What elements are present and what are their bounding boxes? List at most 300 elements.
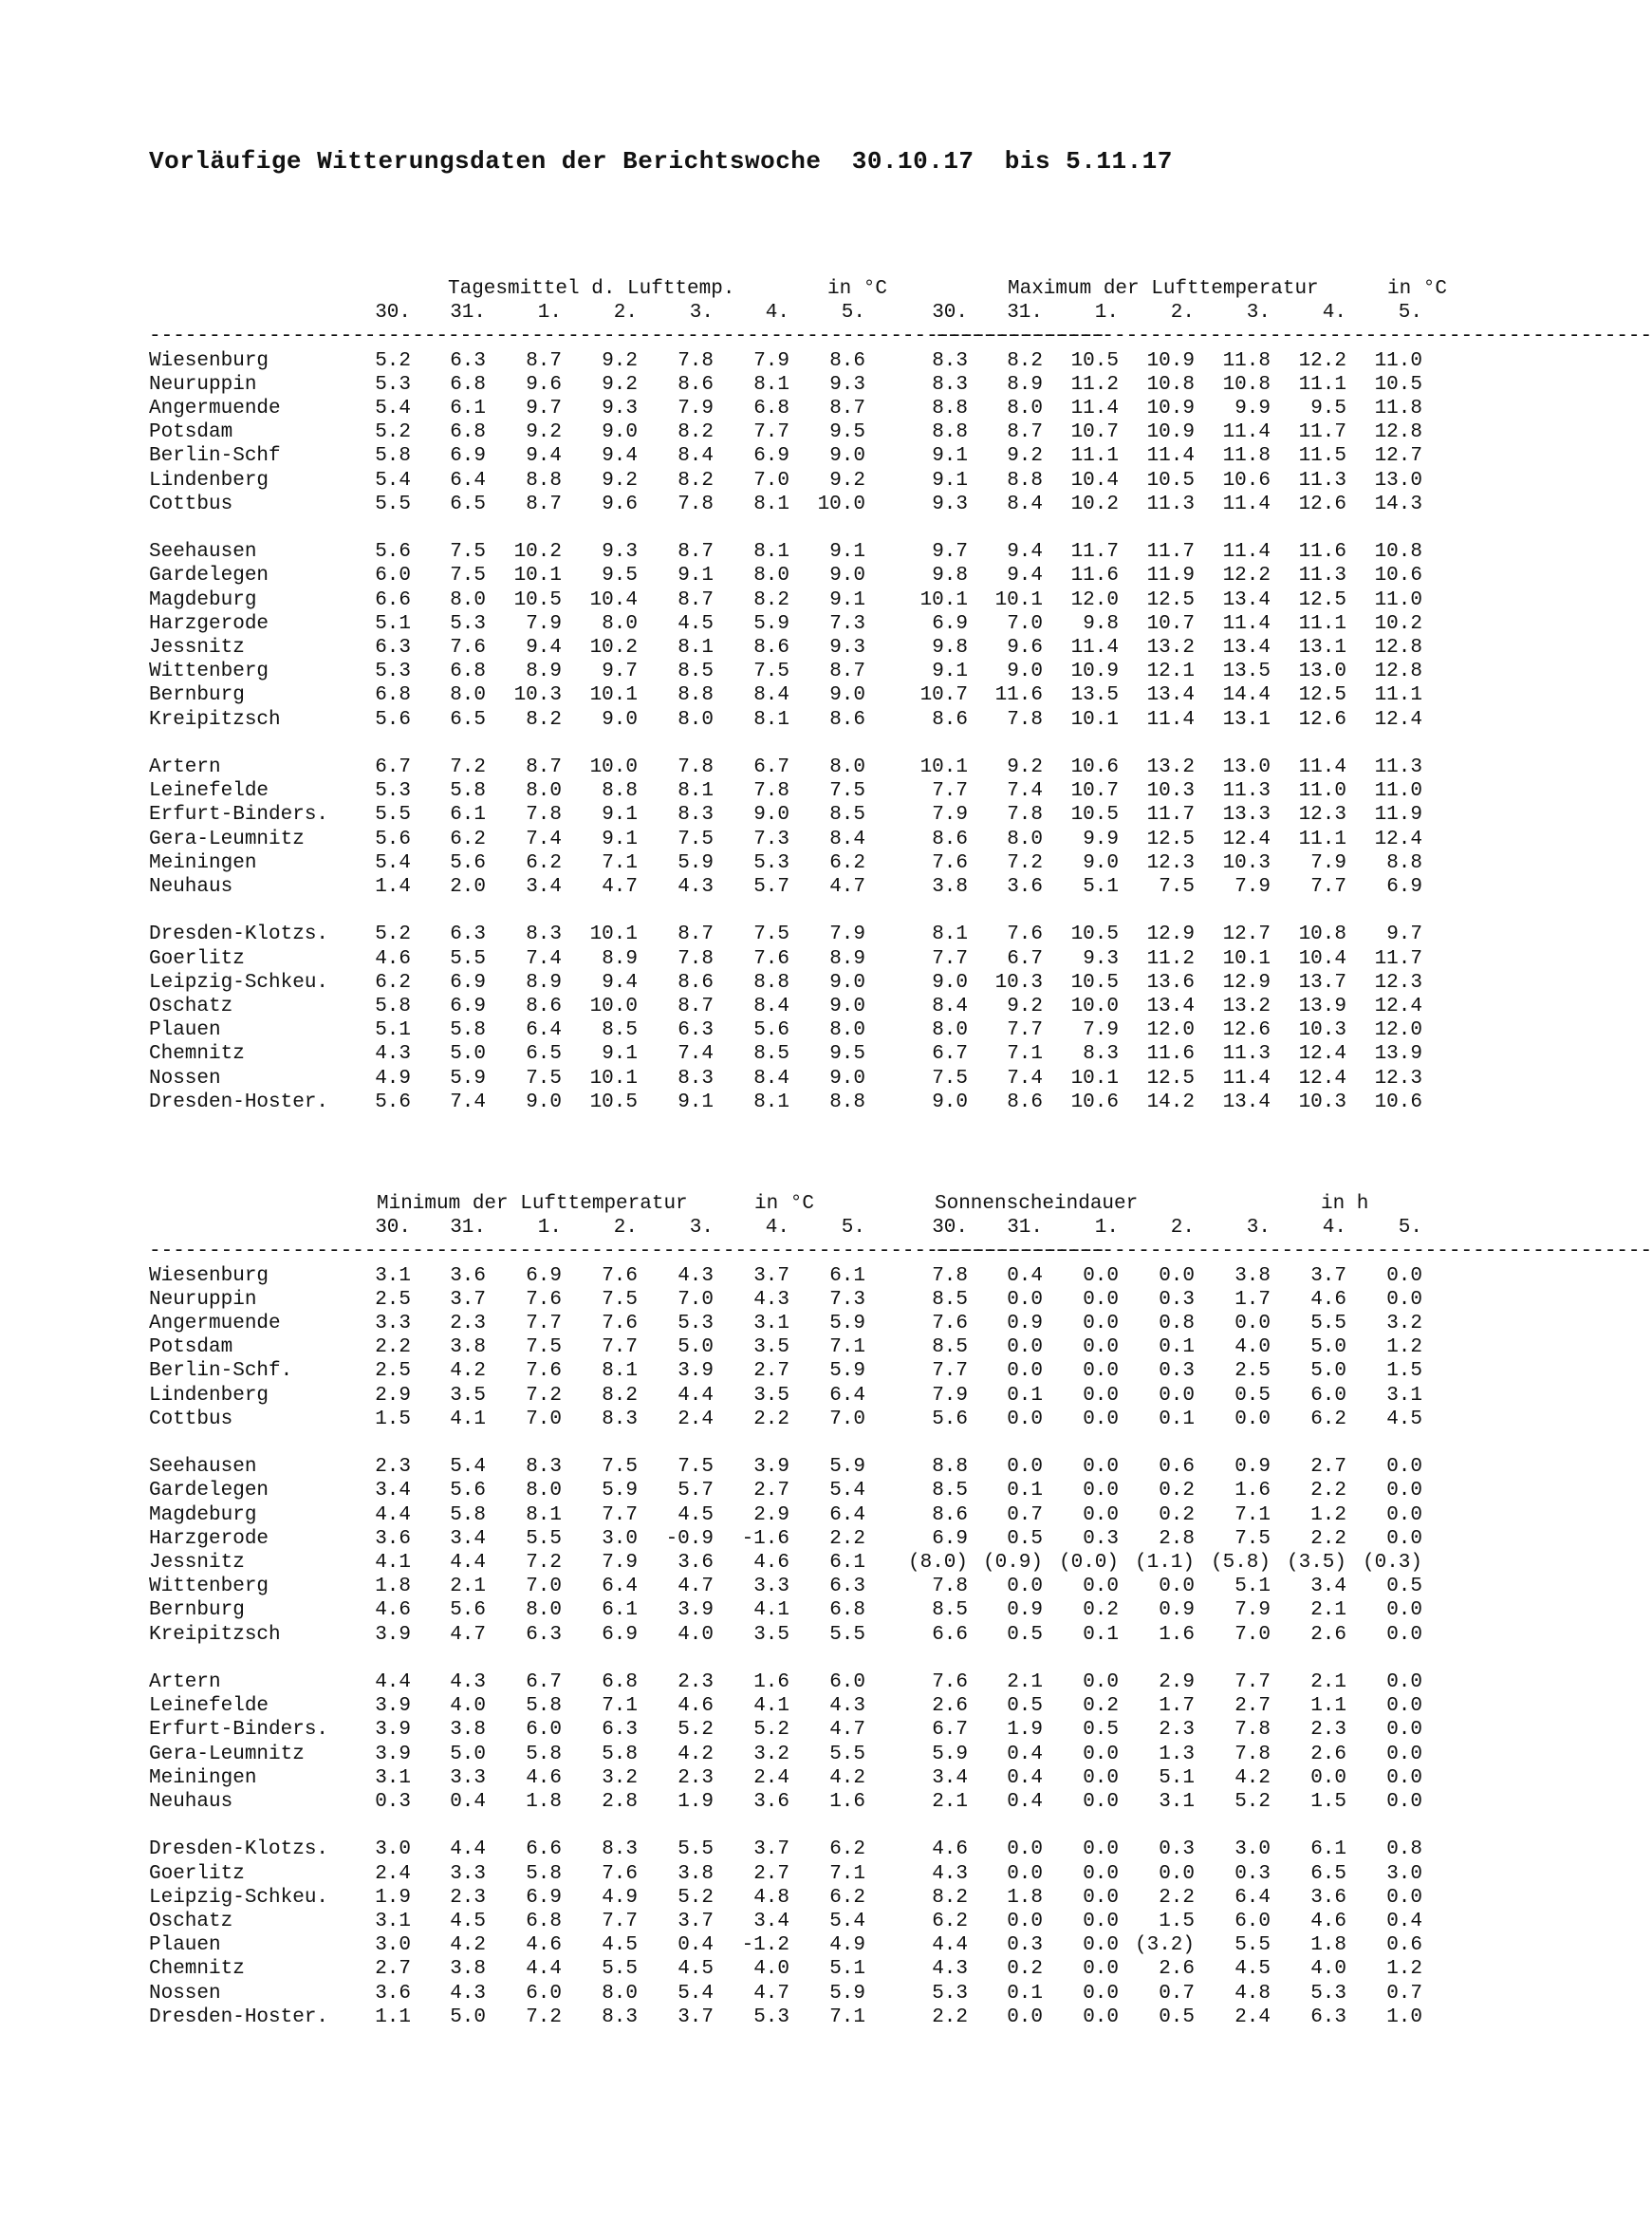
table-cell: 4.0 [1234, 1336, 1271, 1359]
table-cell: 8.3 [602, 1838, 638, 1861]
table-cell: 11.3 [1146, 493, 1195, 515]
table-cell: 1.4 [375, 876, 411, 898]
table-cell: 2.3 [678, 1766, 714, 1789]
table-cell: 6.2 [375, 971, 411, 994]
table-cell: 5.4 [375, 851, 411, 874]
table-cell: 3.4 [932, 1766, 968, 1789]
station-name: Dresden-Klotzs. [149, 923, 329, 946]
table-cell: 13.4 [1222, 1091, 1271, 1113]
table-cell: 6.3 [678, 1019, 714, 1042]
table-cell: 3.0 [1386, 1862, 1422, 1885]
table-cell: 5.9 [829, 1456, 865, 1479]
table-cell: 7.8 [1234, 1719, 1271, 1742]
table-cell: 9.5 [829, 421, 865, 444]
table-cell: 4.4 [450, 1838, 486, 1861]
table-cell: 2.0 [450, 876, 486, 898]
table-cell: 11.5 [1298, 445, 1346, 468]
table-cell: 6.2 [526, 851, 562, 874]
station-name: Neuruppin [149, 1288, 257, 1311]
table-cell: 5.3 [932, 1982, 968, 2005]
table-cell: 5.3 [375, 373, 411, 396]
table-cell: 8.5 [753, 1043, 789, 1066]
table-cell: 3.2 [753, 1743, 789, 1765]
table-cell: 12.9 [1222, 971, 1271, 994]
table-cell: 3.4 [526, 876, 562, 898]
table-cell: (0.0) [1058, 1552, 1119, 1574]
table-cell: 0.3 [1234, 1862, 1271, 1885]
table-cell: 10.3 [1222, 851, 1271, 874]
table-cell: 0.4 [1007, 1791, 1043, 1813]
table-cell: 7.0 [678, 1288, 714, 1311]
table-cell: 8.3 [1083, 1043, 1119, 1066]
table-cell: 6.7 [375, 756, 411, 778]
table-cell: 14.3 [1374, 493, 1422, 515]
station-name: Gardelegen [149, 1480, 269, 1502]
table-cell: 6.3 [375, 637, 411, 659]
table-cell: 10.5 [1070, 349, 1119, 372]
day-header: 30. [375, 1217, 411, 1240]
table-cell: 7.2 [526, 2005, 562, 2028]
table-cell: 12.5 [1146, 1067, 1195, 1090]
table-cell: 8.1 [678, 637, 714, 659]
table-cell: 2.9 [375, 1384, 411, 1407]
table-cell: 6.7 [753, 756, 789, 778]
table-cell: 0.0 [1386, 1480, 1422, 1502]
table-cell: 3.8 [450, 1719, 486, 1742]
table-cell: 3.7 [753, 1264, 789, 1287]
table-cell: 13.2 [1146, 637, 1195, 659]
table-cell: 2.5 [1234, 1360, 1271, 1383]
table-cell: 0.3 [1159, 1288, 1195, 1311]
table-cell: 7.7 [602, 1503, 638, 1526]
table-cell: 8.9 [829, 947, 865, 970]
table-cell: 0.8 [1386, 1838, 1422, 1861]
table-cell: 8.0 [450, 588, 486, 611]
table-cell: 7.9 [1234, 876, 1271, 898]
table-cell: 12.2 [1298, 349, 1346, 372]
table-cell: 2.3 [450, 1886, 486, 1909]
table-cell: 0.0 [1386, 1503, 1422, 1526]
table-cell: 6.0 [375, 565, 411, 588]
table-cell: 10.6 [1374, 1091, 1422, 1113]
table-cell: 9.9 [1083, 828, 1119, 850]
table-cell: 0.0 [1159, 1384, 1195, 1407]
table-cell: 7.9 [526, 612, 562, 635]
table-cell: 6.9 [450, 996, 486, 1017]
table-cell: 4.5 [450, 1911, 486, 1932]
station-name: Kreipitzsch [149, 708, 281, 731]
table-cell: 9.0 [753, 804, 789, 827]
table-cell: 0.4 [450, 1791, 486, 1813]
table-cell: 6.9 [450, 971, 486, 994]
table-cell: 10.8 [1146, 373, 1195, 396]
table-cell: 8.7 [829, 398, 865, 420]
table-cell: 1.9 [375, 1886, 411, 1909]
table-cell: 4.9 [602, 1886, 638, 1909]
table-cell: 12.7 [1222, 923, 1271, 946]
table-cell: 8.3 [602, 2005, 638, 2028]
table-cell: 5.1 [375, 1019, 411, 1042]
table-cell: 5.6 [932, 1408, 968, 1430]
table-cell: 9.1 [829, 588, 865, 611]
table-cell: 0.0 [1310, 1766, 1346, 1789]
table-cell: 4.5 [678, 1503, 714, 1526]
table-cell: 8.3 [602, 1408, 638, 1430]
table-cell: 1.9 [678, 1791, 714, 1813]
table-cell: 0.8 [1159, 1313, 1195, 1334]
table-cell: 4.8 [1234, 1982, 1271, 2005]
table-cell: 8.4 [753, 1067, 789, 1090]
table-cell: 11.1 [1374, 684, 1422, 707]
table-cell: 2.1 [932, 1791, 968, 1813]
table-cell: 0.0 [1007, 1911, 1043, 1932]
table-cell: 3.8 [932, 876, 968, 898]
table-cell: 9.0 [526, 1091, 562, 1113]
table-cell: 4.1 [753, 1599, 789, 1622]
table-cell: 13.9 [1374, 1043, 1422, 1066]
table-cell: 6.6 [932, 1623, 968, 1646]
table-cell: 0.1 [1083, 1623, 1119, 1646]
table-cell: 11.6 [1298, 541, 1346, 564]
table-cell: 8.1 [753, 373, 789, 396]
table-cell: 2.6 [1310, 1623, 1346, 1646]
table-cell: 6.2 [829, 1838, 865, 1861]
table-cell: 3.9 [375, 1623, 411, 1646]
table-cell: 10.5 [1374, 373, 1422, 396]
table-cell: 10.6 [1070, 1091, 1119, 1113]
table-cell: 9.1 [932, 661, 968, 683]
table-cell: 0.4 [1007, 1766, 1043, 1789]
table-cell: 8.5 [829, 804, 865, 827]
table-cell: 0.0 [1007, 1862, 1043, 1885]
table-cell: 3.8 [678, 1862, 714, 1885]
day-header: 2. [613, 302, 638, 325]
table-cell: 6.8 [753, 398, 789, 420]
table-cell: 4.6 [753, 1552, 789, 1574]
table-cell: 10.1 [589, 923, 638, 946]
table-cell: 6.2 [1310, 1408, 1346, 1430]
table-cell: 4.3 [753, 1288, 789, 1311]
day-header: 1. [1094, 302, 1119, 325]
table-cell: 0.0 [1083, 1456, 1119, 1479]
table-cell: 9.2 [602, 373, 638, 396]
table-cell: 0.0 [1083, 1336, 1119, 1359]
table-cell: 4.5 [1386, 1408, 1422, 1430]
table-cell: 8.8 [932, 1456, 968, 1479]
table-cell: 3.1 [375, 1766, 411, 1789]
table-cell: 2.1 [1310, 1599, 1346, 1622]
table-cell: 5.8 [375, 445, 411, 468]
table-cell: 4.6 [526, 1934, 562, 1957]
station-name: Angermuende [149, 398, 281, 420]
table-cell: 3.7 [1310, 1264, 1346, 1287]
table-cell: 9.5 [1310, 398, 1346, 420]
table-cell: 8.8 [932, 421, 968, 444]
table-cell: 7.9 [602, 1552, 638, 1574]
table-cell: 10.4 [1070, 469, 1119, 492]
table-cell: 8.8 [1007, 469, 1043, 492]
table-cell: 3.6 [375, 1982, 411, 2005]
table-cell: 10.3 [1298, 1019, 1346, 1042]
table-cell: (1.1) [1134, 1552, 1195, 1574]
table-cell: 8.8 [932, 398, 968, 420]
table-cell: 7.7 [602, 1911, 638, 1932]
table-cell: 2.7 [1234, 1695, 1271, 1718]
table-cell: 13.9 [1298, 996, 1346, 1017]
table-cell: 10.8 [1222, 373, 1271, 396]
table-cell: 9.8 [932, 637, 968, 659]
table-cell: 13.0 [1222, 756, 1271, 778]
table-cell: 9.4 [1007, 565, 1043, 588]
table-cell: 12.4 [1222, 828, 1271, 850]
table-cell: 0.1 [1159, 1408, 1195, 1430]
table-cell: 10.7 [919, 684, 968, 707]
table-cell: 9.4 [526, 445, 562, 468]
table-cell: 5.3 [678, 1313, 714, 1334]
table-cell: 5.1 [829, 1958, 865, 1981]
table-cell: 9.0 [829, 1067, 865, 1090]
table-cell: 8.7 [829, 661, 865, 683]
table-cell: 8.2 [932, 1886, 968, 1909]
table-cell: 8.0 [602, 1982, 638, 2005]
table-cell: 1.6 [1159, 1623, 1195, 1646]
station-name: Seehausen [149, 1456, 257, 1479]
table-cell: 8.2 [678, 421, 714, 444]
table-cell: 7.9 [829, 923, 865, 946]
table-cell: 0.5 [1234, 1384, 1271, 1407]
table-cell: 7.6 [932, 851, 968, 874]
table-cell: 12.2 [1222, 565, 1271, 588]
table-cell: 8.6 [678, 971, 714, 994]
table-cell: 7.6 [450, 637, 486, 659]
day-header: 3. [689, 1217, 714, 1240]
table-cell: 3.4 [450, 1527, 486, 1550]
table-cell: 5.2 [753, 1719, 789, 1742]
table-cell: 3.9 [678, 1599, 714, 1622]
day-header: 30. [932, 302, 968, 325]
table-cell: 10.5 [1070, 804, 1119, 827]
table-cell: 5.9 [829, 1313, 865, 1334]
table-cell: 0.0 [1083, 1958, 1119, 1981]
table-cell: 11.1 [1298, 612, 1346, 635]
table-cell: 8.6 [678, 373, 714, 396]
table-cell: 10.9 [1146, 421, 1195, 444]
table-cell: 7.7 [602, 1336, 638, 1359]
table-cell: 8.3 [932, 373, 968, 396]
table-cell: 5.0 [678, 1336, 714, 1359]
table-cell: 6.8 [526, 1911, 562, 1932]
dashed-rule: ------------------------------------------------------------ [935, 326, 1652, 348]
table-cell: 10.7 [1070, 780, 1119, 803]
table-cell: 9.1 [602, 828, 638, 850]
table-cell: 3.1 [1386, 1384, 1422, 1407]
table-cell: 8.4 [678, 445, 714, 468]
station-name: Wiesenburg [149, 349, 269, 372]
table-cell: 3.4 [375, 1480, 411, 1502]
table-cell: 6.6 [375, 588, 411, 611]
day-header: 1. [537, 302, 562, 325]
table-cell: 10.3 [994, 971, 1043, 994]
table-cell: 13.4 [1146, 684, 1195, 707]
table-cell: 3.7 [450, 1288, 486, 1311]
table-cell: 2.6 [1159, 1958, 1195, 1981]
table-cell: 4.7 [829, 876, 865, 898]
table-cell: 2.4 [375, 1862, 411, 1885]
table-cell: 0.4 [1386, 1911, 1422, 1932]
table-cell: 4.7 [678, 1576, 714, 1598]
table-cell: 10.2 [589, 637, 638, 659]
table-cell: 7.8 [678, 493, 714, 515]
table-cell: 6.9 [526, 1886, 562, 1909]
table-cell: 11.6 [994, 684, 1043, 707]
table-cell: 6.4 [526, 1019, 562, 1042]
table-cell: 10.2 [513, 541, 562, 564]
table-cell: 8.0 [829, 1019, 865, 1042]
table-cell: 11.9 [1146, 565, 1195, 588]
table-cell: 11.2 [1070, 373, 1119, 396]
table-cell: 10.5 [1070, 923, 1119, 946]
right-unit-label: in °C [1387, 278, 1448, 300]
table-cell: 8.1 [753, 708, 789, 731]
table-cell: 1.7 [1159, 1695, 1195, 1718]
table-cell: 9.4 [602, 445, 638, 468]
table-cell: 5.5 [829, 1623, 865, 1646]
table-cell: 3.9 [375, 1695, 411, 1718]
station-name: Nossen [149, 1982, 221, 2005]
table-cell: 1.2 [1386, 1336, 1422, 1359]
table-cell: 12.1 [1146, 661, 1195, 683]
table-cell: 12.3 [1146, 851, 1195, 874]
table-cell: 2.9 [753, 1503, 789, 1526]
station-name: Meiningen [149, 851, 257, 874]
table-cell: 10.4 [589, 588, 638, 611]
right-section-header: Maximum der Lufttemperatur [1008, 278, 1319, 300]
station-name: Seehausen [149, 541, 257, 564]
table-cell: 1.8 [375, 1576, 411, 1598]
station-name: Nossen [149, 1067, 221, 1090]
table-cell: 12.4 [1374, 996, 1422, 1017]
table-cell: 11.4 [1222, 493, 1271, 515]
table-cell: 9.9 [1234, 398, 1271, 420]
table-cell: 11.3 [1222, 1043, 1271, 1066]
table-cell: 5.9 [678, 851, 714, 874]
table-cell: 11.4 [1222, 541, 1271, 564]
table-cell: 3.2 [602, 1766, 638, 1789]
table-cell: 6.1 [450, 804, 486, 827]
table-cell: 6.7 [526, 1671, 562, 1693]
table-cell: 7.4 [678, 1043, 714, 1066]
table-cell: 5.1 [1083, 876, 1119, 898]
table-cell: 6.1 [602, 1599, 638, 1622]
table-cell: 7.7 [932, 780, 968, 803]
station-name: Goerlitz [149, 1862, 245, 1885]
table-cell: 0.1 [1159, 1336, 1195, 1359]
table-cell: 0.0 [1083, 1982, 1119, 2005]
table-cell: 7.8 [678, 349, 714, 372]
table-cell: 7.9 [1310, 851, 1346, 874]
table-cell: 4.6 [932, 1838, 968, 1861]
table-cell: 0.0 [1007, 2005, 1043, 2028]
table-cell: 11.4 [1222, 612, 1271, 635]
day-header: 1. [537, 1217, 562, 1240]
table-cell: 0.0 [1083, 1743, 1119, 1765]
table-cell: 8.5 [932, 1599, 968, 1622]
table-cell: 6.2 [829, 851, 865, 874]
table-cell: 3.3 [450, 1862, 486, 1885]
table-cell: 0.0 [1386, 1791, 1422, 1813]
station-name: Wiesenburg [149, 1264, 269, 1287]
table-cell: 9.7 [526, 398, 562, 420]
table-cell: 10.1 [1070, 1067, 1119, 1090]
table-cell: 0.5 [1083, 1719, 1119, 1742]
table-cell: 13.4 [1146, 996, 1195, 1017]
table-cell: 3.9 [753, 1456, 789, 1479]
table-cell: 3.9 [375, 1719, 411, 1742]
table-cell: 12.3 [1374, 971, 1422, 994]
day-header: 31. [450, 1217, 486, 1240]
table-cell: 9.3 [602, 398, 638, 420]
table-cell: 6.3 [1310, 2005, 1346, 2028]
table-cell: 2.6 [932, 1695, 968, 1718]
table-cell: 8.6 [932, 708, 968, 731]
table-cell: 8.9 [602, 947, 638, 970]
table-cell: 7.9 [1083, 1019, 1119, 1042]
table-cell: 8.0 [932, 1019, 968, 1042]
table-cell: 8.2 [602, 1384, 638, 1407]
table-cell: 2.6 [1310, 1743, 1346, 1765]
table-cell: 7.8 [932, 1576, 968, 1598]
table-cell: 0.0 [1083, 1911, 1119, 1932]
table-cell: 10.1 [994, 588, 1043, 611]
table-cell: 4.0 [678, 1623, 714, 1646]
table-cell: -0.9 [665, 1527, 714, 1550]
table-cell: 4.4 [375, 1503, 411, 1526]
table-cell: 8.1 [753, 541, 789, 564]
day-header: 5. [841, 302, 865, 325]
table-cell: 10.2 [1070, 493, 1119, 515]
table-cell: 11.1 [1070, 445, 1119, 468]
table-cell: 4.5 [678, 1958, 714, 1981]
table-cell: 4.5 [678, 612, 714, 635]
table-cell: 12.7 [1374, 445, 1422, 468]
station-name: Cottbus [149, 493, 233, 515]
table-cell: 0.0 [1386, 1623, 1422, 1646]
table-cell: 9.8 [932, 565, 968, 588]
table-cell: 5.6 [753, 1019, 789, 1042]
table-cell: 8.6 [1007, 1091, 1043, 1113]
station-name: Plauen [149, 1934, 221, 1957]
table-cell: 4.1 [375, 1552, 411, 1574]
table-cell: 3.1 [1159, 1791, 1195, 1813]
table-cell: 0.0 [1083, 1934, 1119, 1957]
table-cell: 2.4 [678, 1408, 714, 1430]
table-cell: 1.8 [1007, 1886, 1043, 1909]
table-cell: 1.1 [1310, 1695, 1346, 1718]
table-cell: 5.2 [678, 1719, 714, 1742]
table-cell: 12.5 [1298, 684, 1346, 707]
table-cell: 13.1 [1222, 708, 1271, 731]
table-cell: 4.5 [1234, 1958, 1271, 1981]
table-cell: 9.3 [829, 637, 865, 659]
table-cell: 1.3 [1159, 1743, 1195, 1765]
table-cell: 7.6 [753, 947, 789, 970]
table-cell: 9.1 [602, 1043, 638, 1066]
table-cell: 0.7 [1159, 1982, 1195, 2005]
table-cell: 7.2 [526, 1552, 562, 1574]
table-cell: 0.0 [1007, 1288, 1043, 1311]
table-cell: 10.5 [1146, 469, 1195, 492]
table-cell: 11.0 [1298, 780, 1346, 803]
